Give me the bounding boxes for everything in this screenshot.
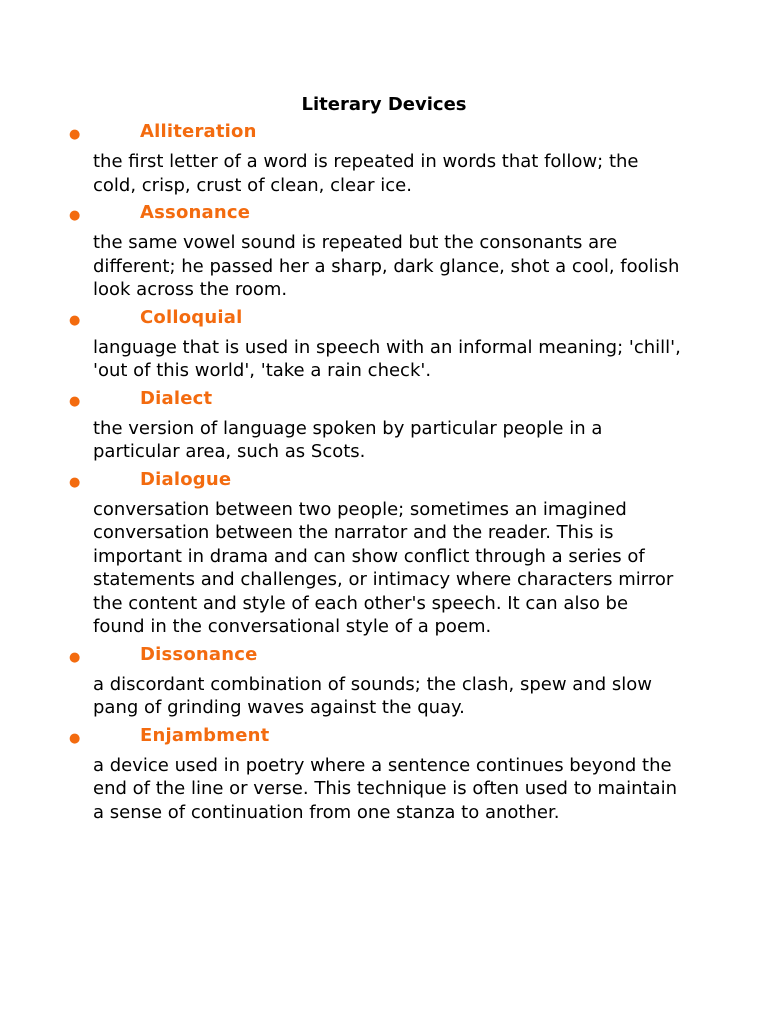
list-item	[0, 201, 768, 302]
bullet-icon: ●	[69, 127, 81, 142]
term-list	[0, 120, 768, 828]
term-definition: the same vowel sound is repeated but the consonants are different; he passed her a sharp, dark glance, shot a cool, foolish look across the room.	[93, 232, 680, 300]
term-definition: the version of language spoken by particular people in a particular area, such as Scots.	[93, 417, 603, 462]
list-item	[0, 643, 768, 720]
bullet-icon: ●	[69, 649, 81, 665]
term-definition: conversation between two people; sometimes an imagined conversation between the narrator and the reader. This is important in drama and can show conflict through a series of statements and challenges, or intimacy where characters mirror the content and style of each other's speech. It can also be found in the conversational style of a poem.	[93, 498, 674, 637]
term-heading: Enjambment	[140, 724, 270, 746]
term-heading: Dialect	[140, 387, 213, 409]
list-item	[0, 120, 768, 197]
list-item	[0, 387, 768, 464]
term-heading: Colloquial	[140, 306, 243, 328]
term-heading: Alliteration	[140, 121, 257, 142]
term-heading: Dialogue	[140, 468, 232, 490]
bullet-icon: ●	[69, 730, 81, 746]
term-definition: a device used in poetry where a sentence continues beyond the end of the line or verse. This technique is often used to maintain a sense of continuation from one stanza to another.	[93, 754, 677, 823]
list-item	[0, 724, 768, 825]
list-item	[0, 306, 768, 383]
bullet-icon: ●	[69, 393, 81, 409]
term-heading: Assonance	[140, 202, 251, 223]
term-definition: a discordant combination of sounds; the clash, spew and slow pang of grinding waves against the quay.	[93, 673, 653, 718]
term-heading: Dissonance	[140, 643, 258, 665]
bullet-icon: ●	[69, 474, 81, 490]
bullet-icon: ●	[69, 208, 81, 223]
term-definition: the first letter of a word is repeated in words that follow; the cold, crisp, crust of clean, clear ice.	[93, 151, 639, 196]
page-title: Literary Devices	[301, 94, 467, 115]
term-definition: language that is used in speech with an informal meaning; 'chill', 'out of this world', 'take a rain check'.	[93, 336, 681, 381]
list-item	[0, 468, 768, 639]
bullet-icon: ●	[69, 312, 81, 328]
